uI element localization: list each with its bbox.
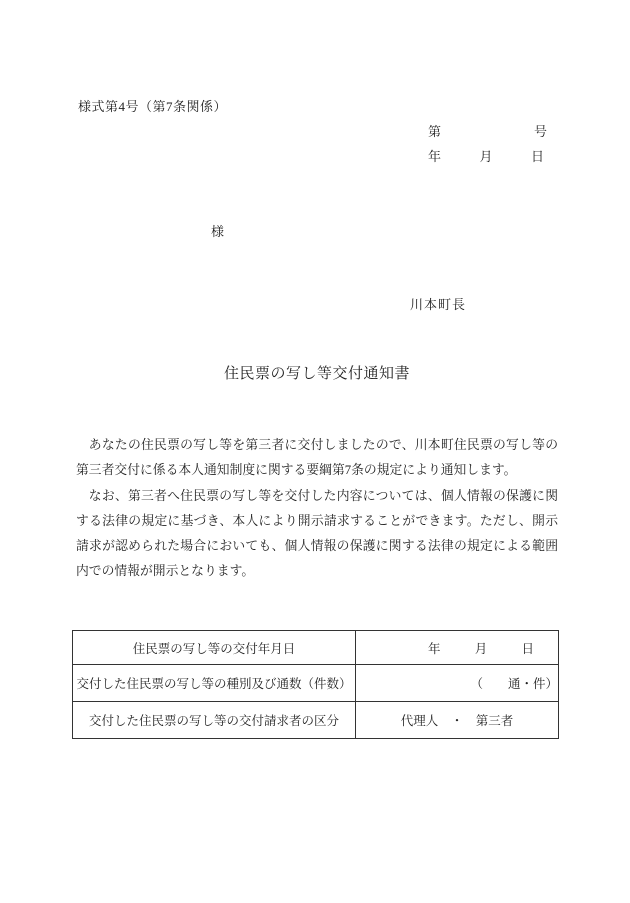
issue-date-month: 月 bbox=[479, 149, 493, 164]
row-value-requester-category: 代理人 ・ 第三者 bbox=[356, 702, 559, 739]
row-label-issue-date: 住民票の写し等の交付年月日 bbox=[73, 631, 356, 665]
doc-number-prefix: 第 bbox=[428, 124, 442, 139]
paragraph-2: なお、第三者へ住民票の写し等を交付した内容については、個人情報の保護に関する法律の規定に基づき、本人により開示請求することができます。ただし、開示請求が認められた場合においても、個人情報の保護に関する法律の規定による範囲内での情報が開示となります。 bbox=[76, 488, 558, 579]
issue-date-blank-line bbox=[428, 639, 534, 657]
row-value-type-count: （ 通・件） bbox=[356, 665, 559, 702]
issue-date-day: 日 bbox=[530, 149, 544, 164]
document-title: 住民票の写し等交付通知書 bbox=[223, 366, 410, 382]
form-number-label: 様式第4号（第7条関係） bbox=[78, 99, 228, 114]
sender-title: 川本町長 bbox=[410, 297, 467, 312]
table-date-month: 月 bbox=[474, 641, 488, 656]
table-row-requester-category bbox=[73, 702, 559, 739]
doc-number-suffix: 号 bbox=[533, 124, 547, 139]
document-number-line bbox=[428, 121, 547, 140]
row-label-requester-category: 交付した住民票の写し等の交付請求者の区分 bbox=[73, 702, 356, 739]
row-value-issue-date bbox=[356, 631, 559, 665]
recipient-honorific: 様 bbox=[211, 224, 225, 239]
issue-date-line bbox=[428, 146, 544, 165]
table-row-issue-date bbox=[73, 631, 559, 665]
issuance-detail-table bbox=[72, 630, 559, 739]
table-date-day: 日 bbox=[521, 641, 534, 656]
paragraph-1: あなたの住民票の写し等を第三者に交付しましたので、川本町住民票の写し等の第三者交付に係る本人通知制度に関する要綱第7条の規定により通知します。 bbox=[76, 438, 558, 478]
table-row-type-count bbox=[73, 665, 559, 702]
row-label-type-count: 交付した住民票の写し等の種別及び通数（件数） bbox=[73, 665, 356, 702]
issue-date-year: 年 bbox=[428, 149, 442, 164]
body-text bbox=[76, 433, 558, 585]
table-date-year: 年 bbox=[428, 641, 441, 656]
